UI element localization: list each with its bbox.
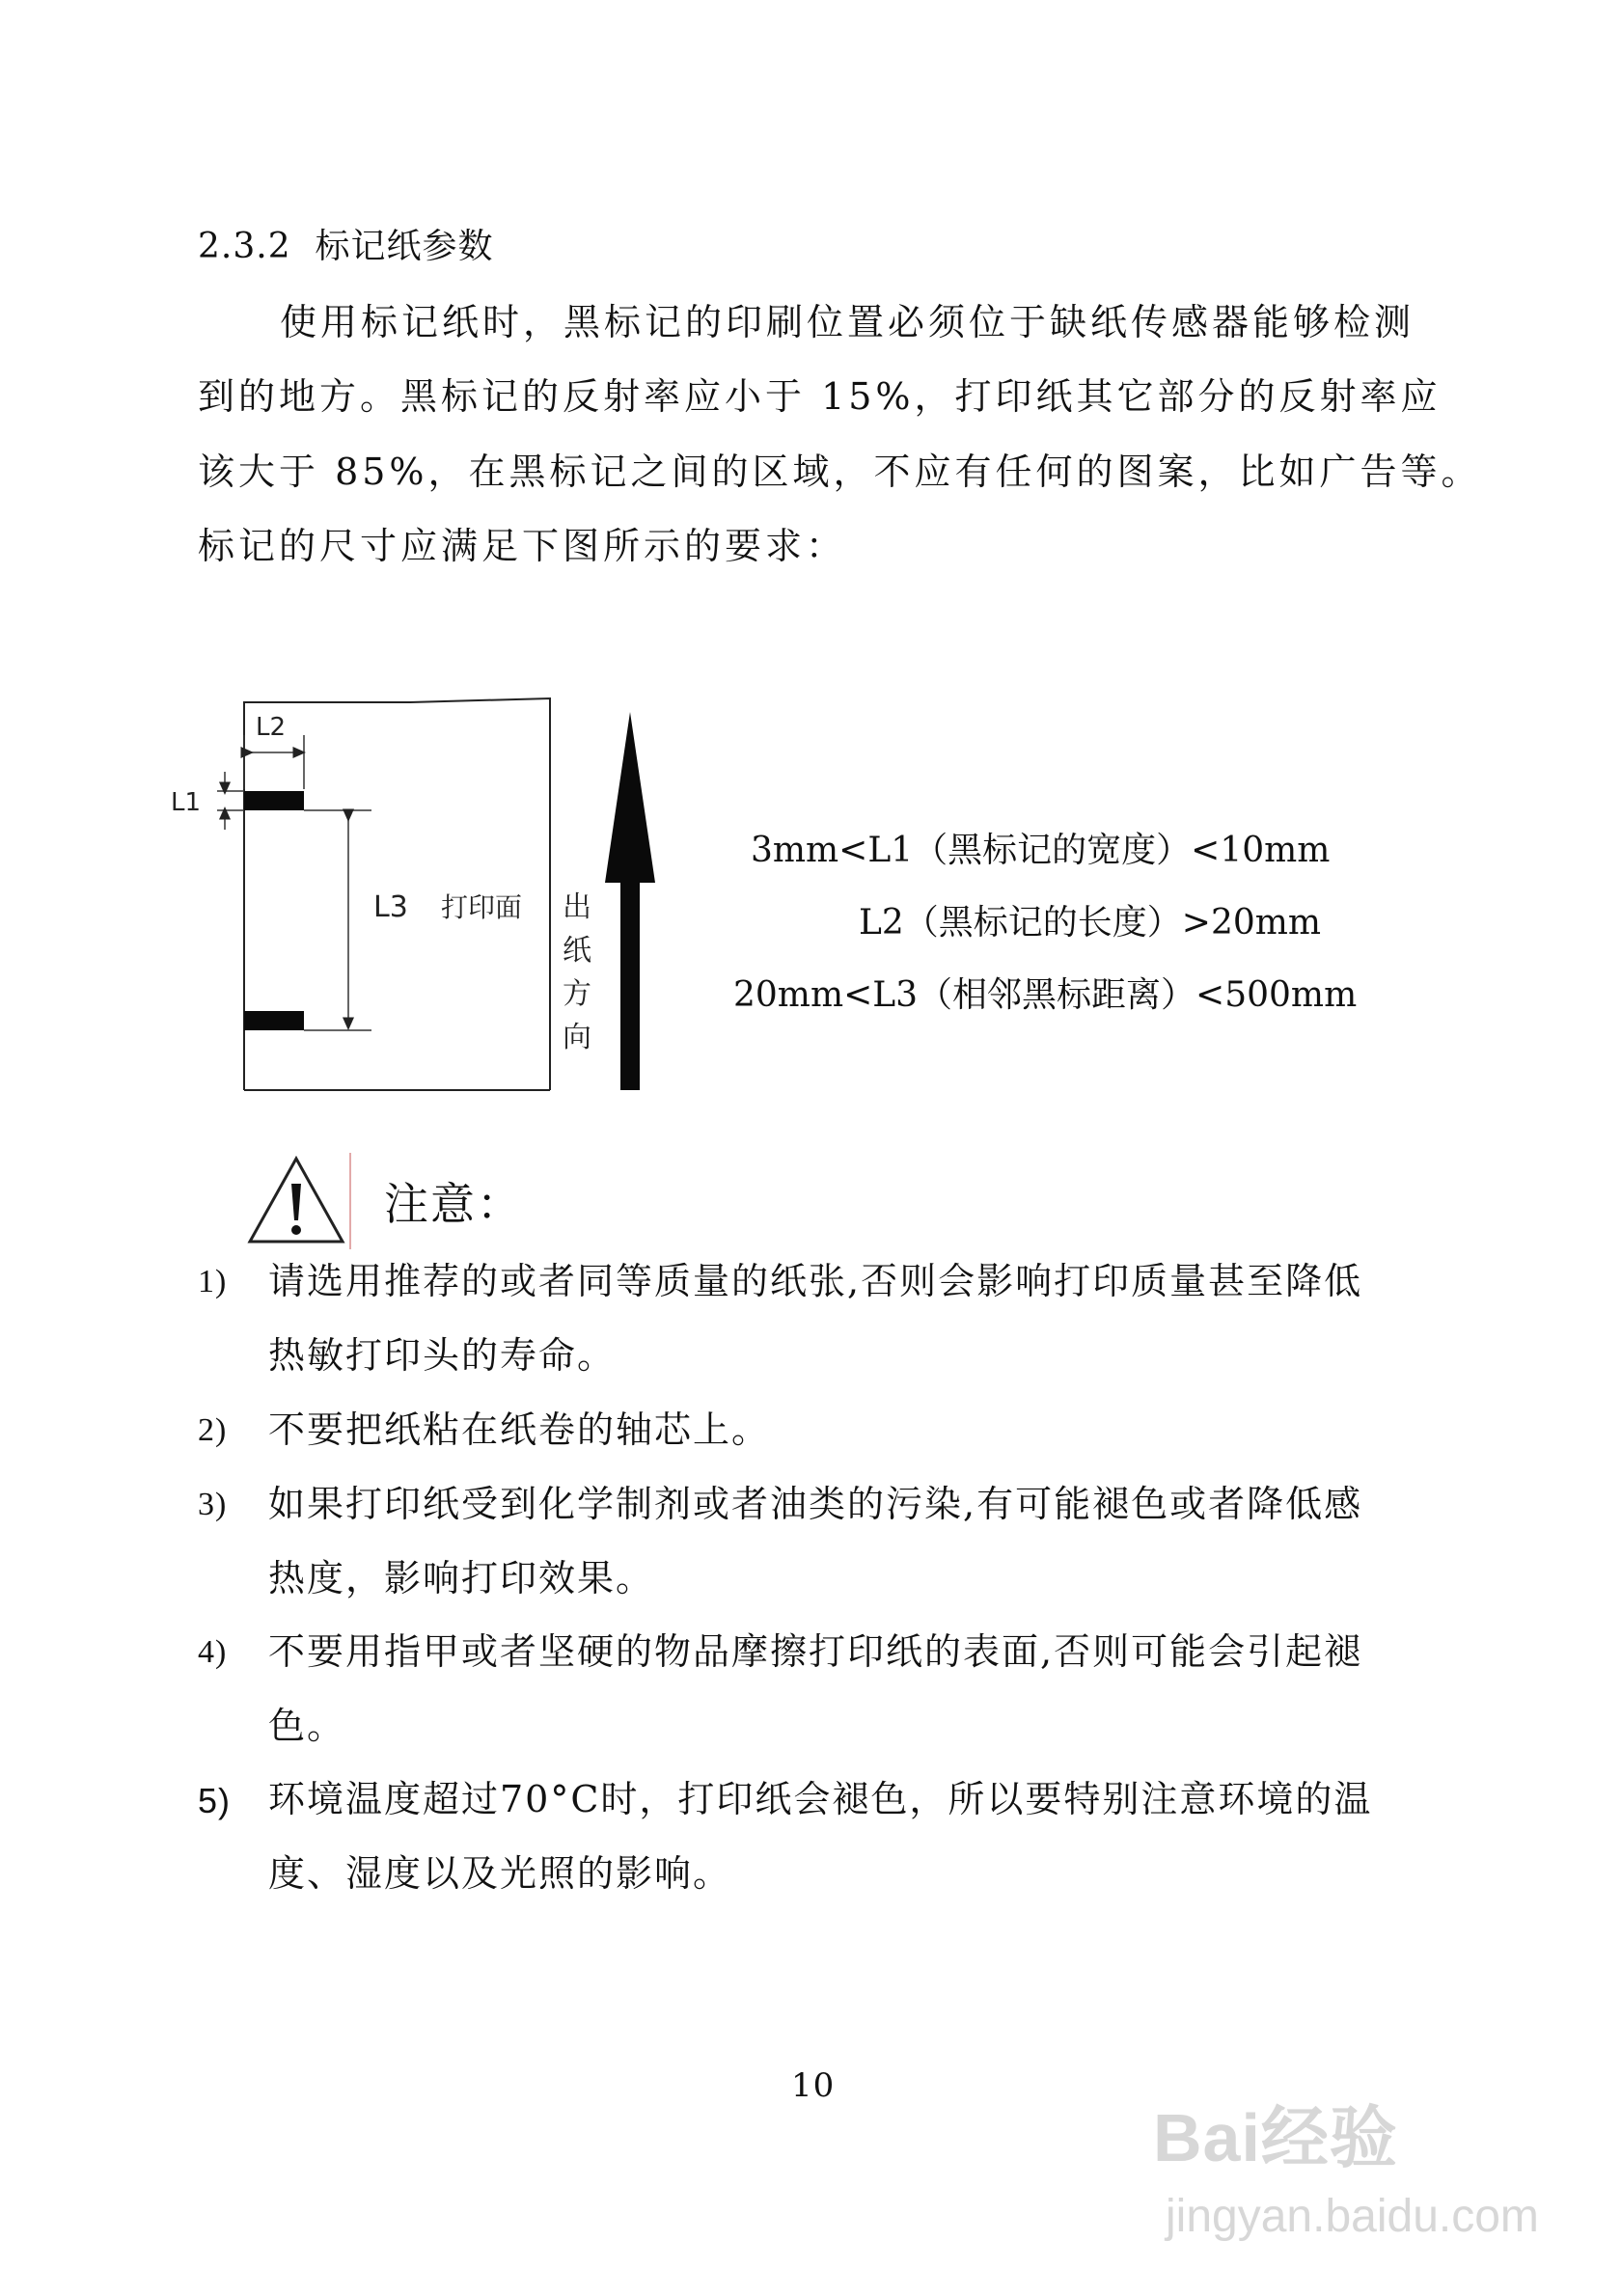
item-2-line-1: 不要把纸粘在纸卷的轴芯上。 [268,1408,771,1451]
section-heading [198,227,494,266]
item-3-line-1: 如果打印纸受到化学制剂或者油类的污染,有可能褪色或者降低感 [268,1483,1363,1525]
l3-label: L3 [373,890,408,924]
black-mark-bottom [244,1011,304,1030]
paper-feed-arrow-icon [605,712,655,1090]
paragraph-line-1: 使用标记纸时，黑标记的印刷位置必须位于缺纸传感器能够检测 [280,301,1415,343]
l1-label: L1 [171,788,202,817]
direction-char-2: 纸 [563,934,591,968]
spec-l1: 3mm<L1（黑标记的宽度）<10mm [751,831,1331,870]
paragraph-line-2: 到的地方。黑标记的反射率应小于 15%，打印纸其它部分的反射率应 [198,375,1442,418]
item-4-number: 4) [198,1634,228,1670]
section-number: 2.3.2 [198,227,291,266]
item-2-number: 2) [198,1412,228,1448]
baidu-watermark-logo: Bai经验 [1153,2100,1398,2175]
item-5-line-1: 环境温度超过70°C时，打印纸会褪色，所以要特别注意环境的温 [268,1778,1373,1820]
section-title: 标记纸参数 [315,227,494,266]
spec-l3: 20mm<L3（相邻黑标距离）<500mm [733,975,1358,1015]
item-3-number: 3) [198,1487,228,1522]
notice-title: 注意： [384,1178,523,1230]
item-3-line-2: 热度，影响打印效果。 [268,1557,655,1599]
baidu-watermark-url: jingyan.baidu.com [1166,2191,1539,2242]
item-5-line-2: 度、湿度以及光照的影响。 [268,1852,732,1895]
warning-icon [246,1153,357,1249]
spec-l2: L2（黑标记的长度）>20mm [859,903,1322,943]
item-1-number: 1) [198,1264,228,1299]
item-4-line-1: 不要用指甲或者坚硬的物品摩擦打印纸的表面,否则可能会引起褪 [268,1630,1363,1673]
item-1-line-2: 热敏打印头的寿命。 [268,1334,617,1377]
direction-char-4: 向 [563,1021,591,1054]
black-mark-top [244,791,304,810]
paragraph-line-3: 该大于 85%，在黑标记之间的区域，不应有任何的图案，比如广告等。 [198,451,1482,493]
direction-char-3: 方 [563,977,591,1011]
paragraph-line-4: 标记的尺寸应满足下图所示的要求： [198,525,847,567]
direction-char-1: 出 [563,890,591,924]
item-4-line-2: 色。 [268,1705,346,1747]
print-side-label: 打印面 [441,891,523,923]
l2-label: L2 [256,713,287,742]
page-number: 10 [791,2066,836,2105]
item-5-number: 5) [198,1781,232,1820]
black-mark-diagram [159,675,719,1129]
item-1-line-1: 请选用推荐的或者同等质量的纸张,否则会影响打印质量甚至降低 [268,1260,1363,1302]
